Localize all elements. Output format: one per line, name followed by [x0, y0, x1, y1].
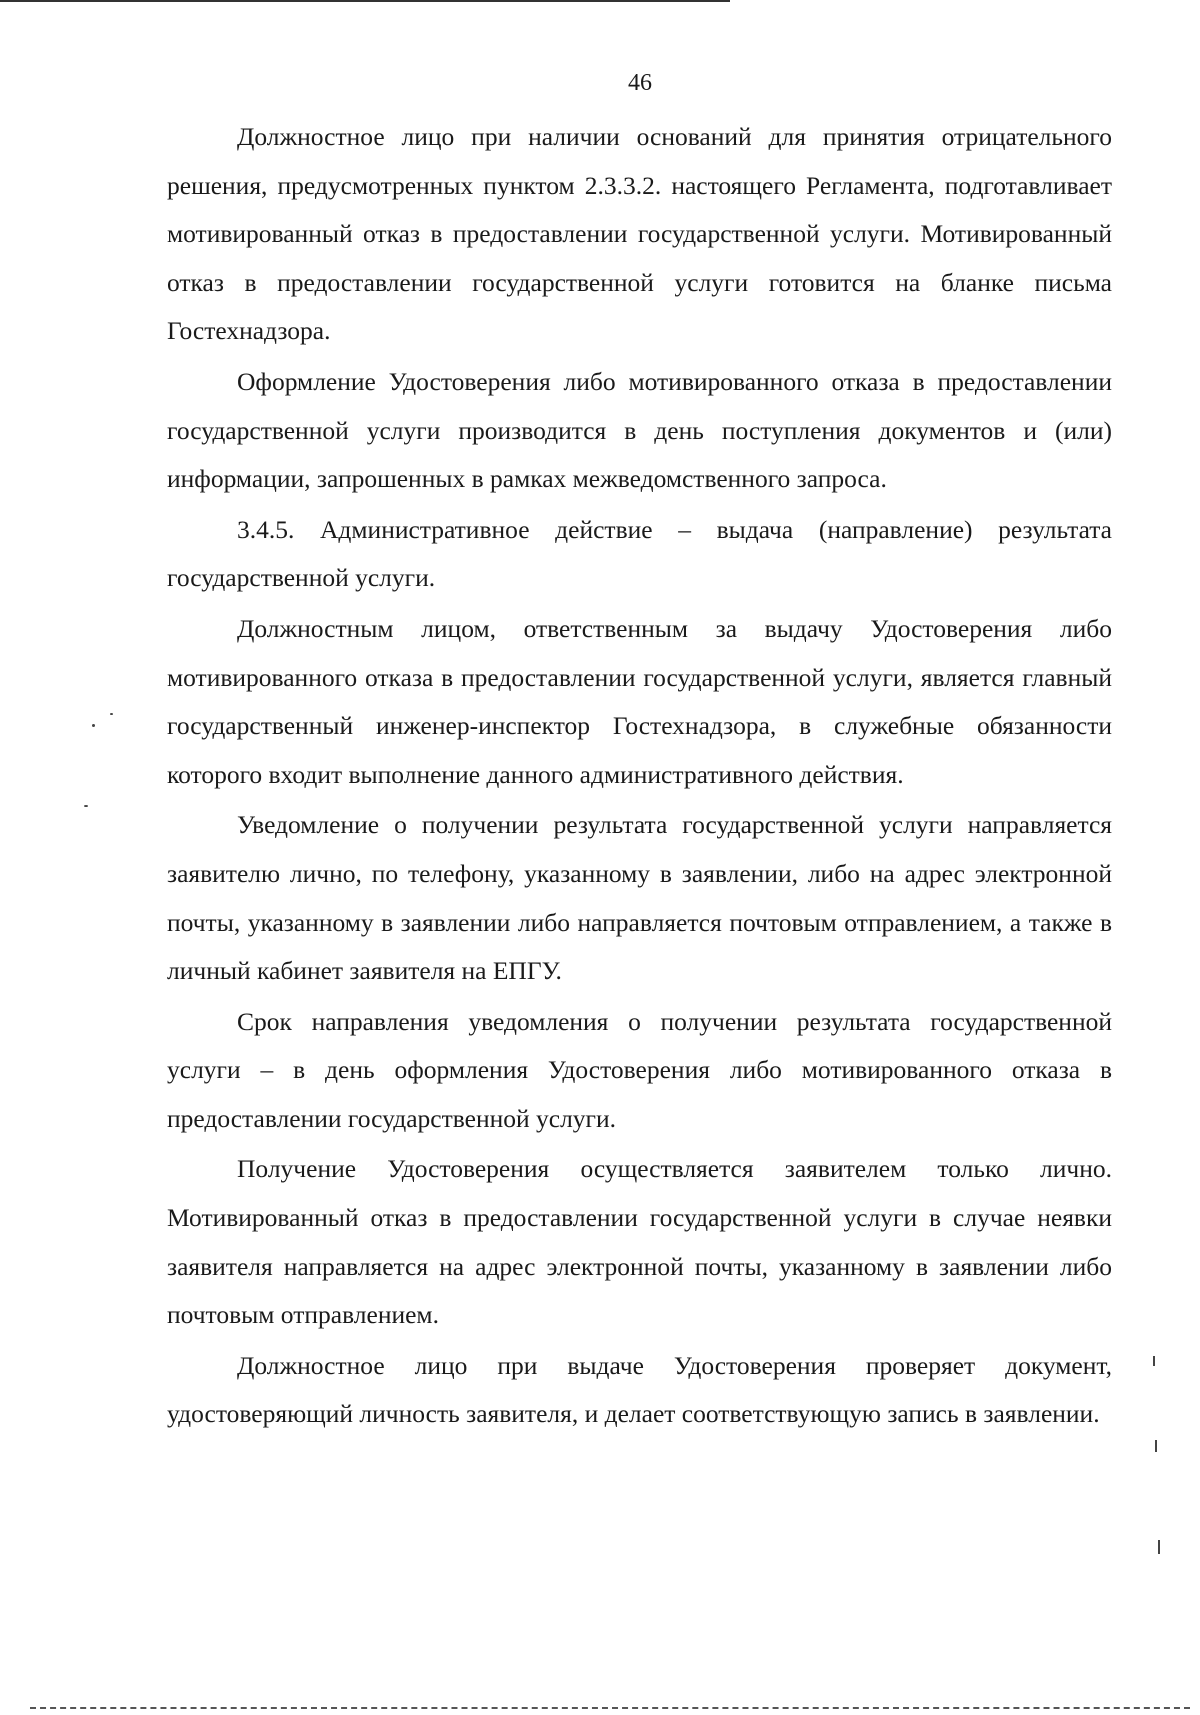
paragraph-8: Должностное лицо при выдаче Удостоверения проверяет документ, удостоверяющий личность заявителя, и делает соответствующую запись в заявлении.	[167, 1350, 1112, 1429]
scan-speck	[84, 805, 88, 807]
paragraph-5: Уведомление о получении результата государственной услуги направляется заявителю лично, по телефону, указанному в заявлении, либо на адрес электронной почты, указанному в заявлении либо направляется почтовым отправлением, а также в личный кабинет заявителя на ЕПГУ.	[167, 810, 1112, 986]
paragraph-4: Должностным лицом, ответственным за выдачу Удостоверения либо мотивированного отказа в предоставлении государственной услуги, является главный государственный инженер-инспектор Гостехнадзора, в служебные обязанности которого входит выполнение данного административного действия.	[167, 613, 1112, 789]
body-text	[167, 113, 1112, 1441]
scan-edge-top	[0, 0, 730, 2]
scan-speck	[1153, 1356, 1155, 1366]
scan-speck	[110, 713, 113, 715]
scan-speck	[1155, 1440, 1157, 1452]
paragraph-6: Срок направления уведомления о получении результата государственной услуги – в день оформления Удостоверения либо мотивированного отказа в предоставлении государственной услуги.	[167, 1006, 1112, 1133]
paragraph-7: Получение Удостоверения осуществляется заявителем только лично. Мотивированный отказ в предоставлении государственной услуги в случае неявки заявителя направляется на адрес электронной почты, указанному в заявлении либо почтовым отправлением.	[167, 1154, 1112, 1330]
scan-speck	[92, 724, 95, 727]
paragraph-3: 3.4.5. Административное действие – выдача (направление) результата государственной услуги.	[167, 514, 1112, 593]
scan-edge-bottom	[30, 1707, 1190, 1709]
paragraph-2: Оформление Удостоверения либо мотивированного отказа в предоставлении государственной услуги производится в день поступления документов и (или) информации, запрошенных в рамках межведомственного запроса.	[167, 366, 1112, 494]
scan-speck	[1158, 1540, 1160, 1554]
page-number: 46	[628, 70, 652, 96]
paragraph-1: Должностное лицо при наличии оснований для принятия отрицательного решения, предусмотренных пунктом 2.3.3.2. настоящего Регламента, подготавливает мотивированный отказ в предоставлении государственной услуги. Мотивированный отказ в предоставлении государственной услуги готовится на бланке письма Гостехнадзора.	[167, 122, 1112, 346]
